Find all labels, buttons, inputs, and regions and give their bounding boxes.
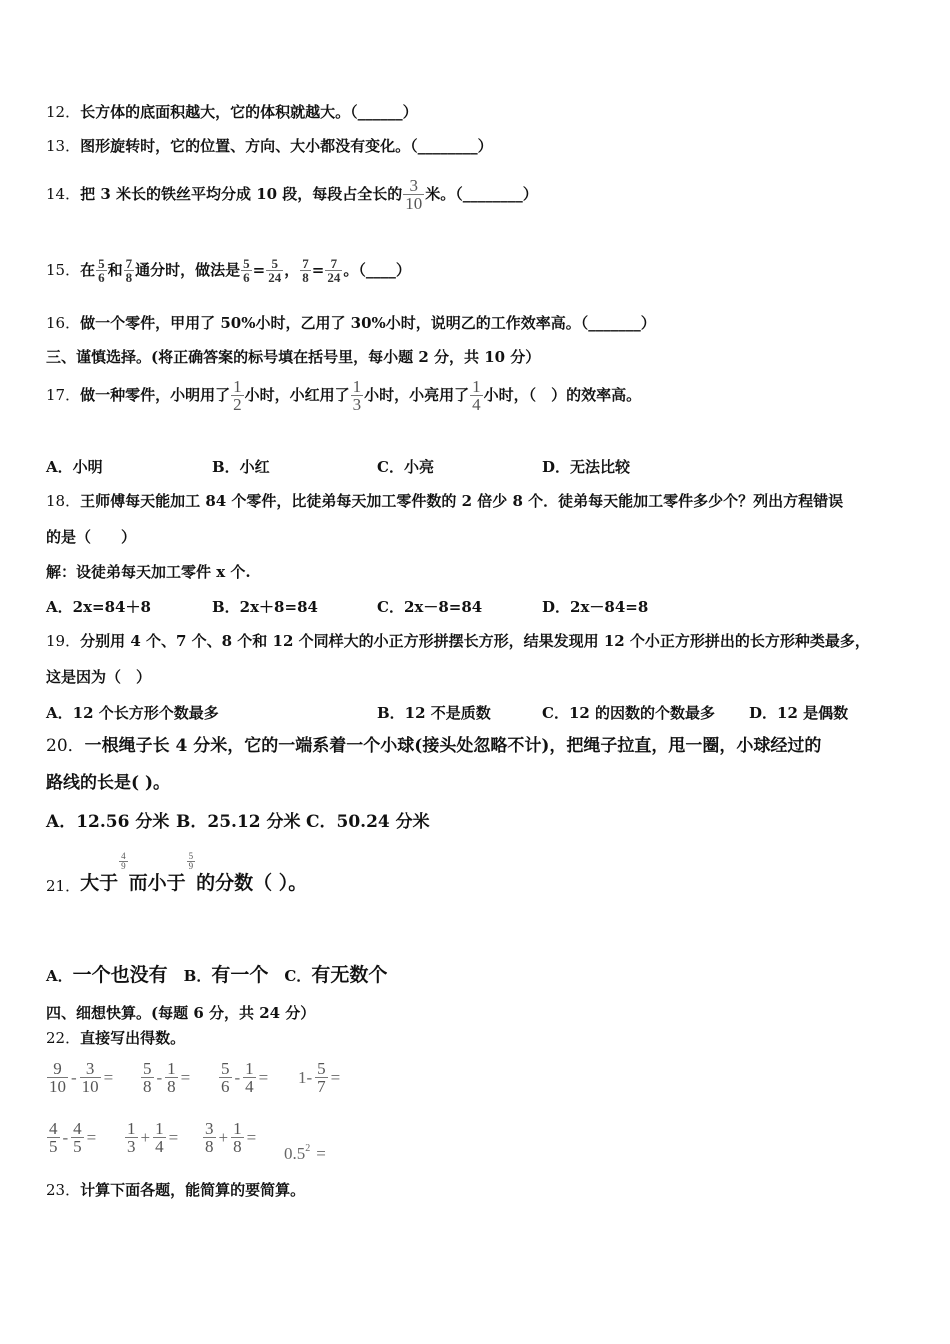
fraction: $\frac{3}{10}$	[405, 175, 423, 213]
equals: =	[311, 261, 325, 279]
operator: -	[62, 1127, 69, 1147]
calc-item	[202, 1120, 258, 1155]
option-c-label: C．	[284, 967, 312, 985]
calc-item	[46, 1060, 115, 1095]
question-22	[46, 1028, 185, 1048]
fraction: $\frac{1}{4}$	[245, 1059, 254, 1096]
question-number: 17．	[46, 386, 81, 404]
text: 小时，小红用了	[244, 386, 350, 404]
operator: +	[218, 1127, 229, 1147]
question-18	[46, 491, 843, 511]
question-number: 21．	[46, 877, 81, 895]
fraction: $\frac{5}{8}$	[143, 1059, 152, 1096]
fraction: $\frac{5}{6}$	[221, 1059, 230, 1096]
question-16	[46, 313, 656, 333]
option-c-text: 有无数个	[311, 964, 388, 986]
fraction: $\frac{4}{5}$	[49, 1119, 58, 1156]
option-b-text: 有一个	[211, 964, 269, 986]
equals: =	[246, 1127, 257, 1147]
question-text: 把 3 米长的铁丝平均分成 10 段，每段占全长的	[80, 185, 403, 203]
question-text: 直接写出得数。	[80, 1029, 186, 1047]
question-text-end: 。（____）	[343, 261, 411, 279]
option-b: B．25.12 分米	[176, 812, 301, 832]
section-4-heading: 四、细想快算。(每题 6 分，共 24 分）	[46, 1004, 316, 1022]
question-text-end: 米。（________）	[425, 185, 538, 203]
calc-item	[218, 1060, 270, 1095]
option-b: B．12 不是质数	[377, 704, 491, 722]
option-c: C．小亮	[377, 458, 434, 476]
fraction: $\frac{4}{9}$	[121, 851, 126, 871]
option-a-label: A．	[46, 967, 73, 985]
question-number: 16．	[46, 314, 81, 332]
option-b: B．2x＋8=84	[212, 598, 318, 616]
equals: =	[316, 1144, 326, 1163]
option-a: A．小明	[46, 458, 103, 476]
calc-item	[140, 1060, 192, 1095]
text: 而小于	[128, 872, 186, 894]
fraction: $\frac{1}{3}$	[352, 376, 362, 414]
question-17	[46, 374, 641, 416]
section-3-heading: 三、谨慎选择。(将正确答案的标号填在括号里，每小题 2 分，共 10 分）	[46, 348, 541, 366]
calc-item	[296, 1060, 342, 1095]
text: 小时，（ ）的效率高。	[483, 386, 642, 404]
question-text: 一根绳子长 4 分米，它的一端系着一个小球(接头处忽略不计)，把绳子拉直，甩一圈，小球经过的	[84, 736, 822, 756]
fraction: $\frac{1}{8}$	[233, 1119, 242, 1156]
question-number: 22．	[46, 1029, 81, 1047]
fraction: $\frac{5}{24}$	[268, 255, 282, 285]
text: 和	[107, 261, 123, 279]
question-number: 12．	[46, 103, 81, 121]
equals: =	[258, 1067, 269, 1087]
option-c: C．50.24 分米	[306, 812, 430, 832]
question-18-line2: 的是（ ）	[46, 528, 137, 546]
operator: -	[156, 1067, 163, 1087]
question-21	[46, 852, 307, 896]
text: 通分时，做法是	[135, 261, 241, 279]
fraction: $\frac{1}{2}$	[233, 376, 242, 414]
equals: =	[86, 1127, 97, 1147]
question-15	[46, 250, 411, 290]
question-number: 15．	[46, 261, 81, 279]
fraction: $\frac{3}{8}$	[205, 1119, 214, 1156]
equals: =	[103, 1067, 114, 1087]
fraction: $\frac{7}{8}$	[125, 255, 133, 285]
question-text: 计算下面各题，能简算的要简算。	[80, 1181, 306, 1199]
question-text: 长方体的底面积越大，它的体积就越大。（______）	[80, 103, 418, 121]
solution-setup: 解：设徒弟每天加工零件 x 个.	[46, 563, 251, 581]
operator: -	[234, 1067, 241, 1087]
text: 在	[80, 261, 96, 279]
option-c: C．2x－8=84	[377, 598, 483, 616]
question-20	[46, 733, 821, 759]
calc-item	[46, 1120, 98, 1155]
fraction: $\frac{5}{6}$	[98, 255, 105, 285]
question-13	[46, 136, 493, 156]
fraction: $\frac{1}{8}$	[167, 1059, 176, 1096]
option-a: A．12 个长方形个数最多	[46, 704, 219, 722]
fraction: $\frac{5}{7}$	[317, 1059, 326, 1096]
question-number: 23．	[46, 1181, 81, 1199]
question-19	[46, 631, 870, 651]
equals: =	[330, 1067, 341, 1087]
operator: +	[140, 1127, 151, 1147]
option-d: D．2x－84=8	[542, 598, 649, 616]
option-a: A．2x=84＋8	[46, 598, 151, 616]
question-19-line2: 这是因为（ ）	[46, 668, 152, 686]
option-b: B．小红	[212, 458, 270, 476]
operator: -	[71, 1067, 77, 1087]
question-number: 14．	[46, 185, 81, 203]
fraction: $\frac{9}{10}$	[49, 1059, 66, 1096]
fraction: $\frac{7}{24}$	[327, 255, 341, 285]
option-a-text: 一个也没有	[72, 964, 168, 986]
question-text: 做一个零件，甲用了 50%小时，乙用了 30%小时，说明乙的工作效率高。（_______）	[80, 314, 656, 332]
option-d: D．12 是偶数	[749, 704, 849, 722]
option-d: D．无法比较	[542, 458, 631, 476]
text: 的分数（ ）。	[196, 872, 308, 894]
exponent: 2	[305, 1142, 311, 1154]
equals: =	[168, 1127, 179, 1147]
fraction: $\frac{4}{5}$	[73, 1119, 82, 1156]
question-number: 20．	[46, 736, 85, 756]
text: 大于	[80, 872, 119, 894]
option-b-label: B．	[183, 967, 212, 985]
fraction: $\frac{1}{3}$	[127, 1119, 136, 1156]
question-text: 分别用 4 个、7 个、8 个和 12 个同样大的小正方形拼摆长方形，结果发现用 12 个小正方形拼出的长方形种类最多，	[80, 632, 870, 650]
equals: =	[252, 261, 266, 279]
question-number: 13．	[46, 137, 81, 155]
text: 小时，小亮用了	[364, 386, 470, 404]
base-number: 0.5	[284, 1144, 306, 1163]
option-c: C．12 的因数的个数最多	[542, 704, 716, 722]
fraction: $\frac{3}{10}$	[81, 1059, 99, 1096]
question-20-line2: 路线的长是( )。	[46, 773, 171, 793]
calc-item	[124, 1120, 180, 1155]
fraction: $\frac{1}{4}$	[472, 376, 481, 414]
text: ，	[284, 261, 300, 279]
fraction: $\frac{7}{8}$	[302, 255, 309, 285]
fraction: $\frac{5}{9}$	[188, 851, 194, 871]
operator: 1-	[298, 1067, 313, 1087]
text: 做一种零件，小明用了	[80, 386, 231, 404]
calc-item	[284, 1144, 328, 1164]
question-23	[46, 1180, 305, 1200]
option-a: A．12.56 分米	[46, 812, 170, 832]
question-text: 王师傅每天能加工 84 个零件，比徒弟每天加工零件数的 2 倍少 8 个．徒弟每天能加工零件多少个？列出方程错误	[80, 492, 844, 510]
fraction: $\frac{1}{4}$	[155, 1119, 164, 1156]
fraction: $\frac{5}{6}$	[243, 255, 250, 285]
question-14	[46, 172, 538, 216]
question-12	[46, 102, 418, 122]
equals: =	[180, 1067, 191, 1087]
question-21-options	[46, 962, 387, 988]
question-number: 18．	[46, 492, 81, 510]
question-text: 图形旋转时，它的位置、方向、大小都没有变化。（________）	[80, 137, 493, 155]
question-number: 19．	[46, 632, 81, 650]
